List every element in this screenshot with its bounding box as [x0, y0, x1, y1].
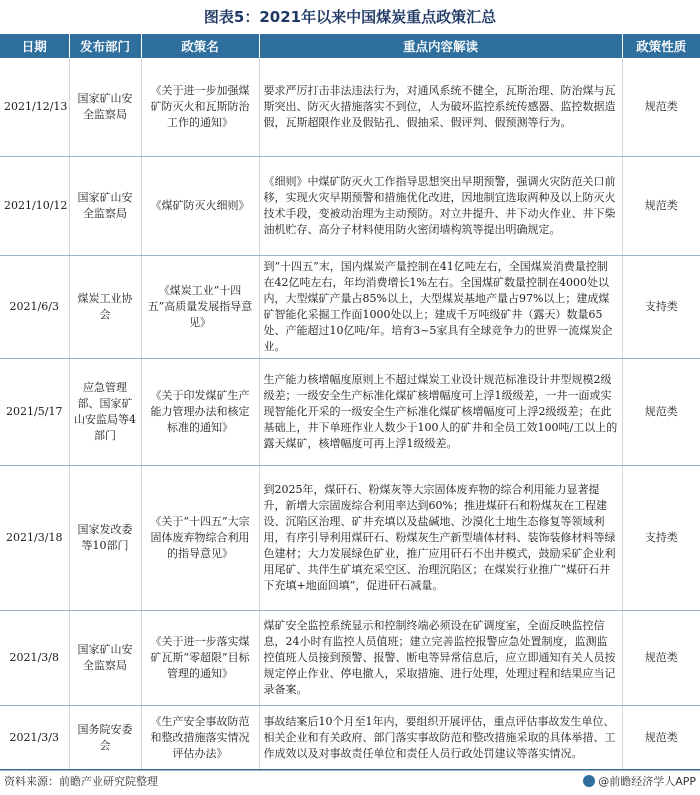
cell-content: 到“十四五”末，国内煤炭产量控制在41亿吨左右，全国煤炭消费量控制在42亿吨左右，年均消费增长1%左右。全国煤矿数量控制在4000处以内，大型煤矿产量占85%以上，大型煤炭基地产量占97%以上；建成煤矿智能化采掘工作面1000处以上；建成千万吨级矿井（露天）数量65处、产能超过10亿吨/年。培育3~5家具有全球竞争力的世界一流煤炭企业。: [259, 256, 622, 359]
cell-date: 2021/10/12: [0, 157, 69, 256]
table-row: [0, 466, 700, 611]
table-row: [0, 256, 700, 359]
source-note: 资料来源：前瞻产业研究院整理: [4, 775, 158, 788]
cell-date: 2021/3/3: [0, 706, 69, 771]
table-row: [0, 611, 700, 706]
cell-content: 生产能力核增幅度原则上不超过煤炭工业设计规范标准设计井型规模2级级差；一级安全生产标准化煤矿核增幅度可上浮1级级差，一井一面或实现智能化开采的一级安全生产标准化煤矿核增幅度可上浮2级级差；在此基础上，井下单班作业人数少于100人的矿井和全员工效100吨/工以上的露天煤矿，核增幅度可再上浮1级级差。: [259, 359, 622, 466]
cell-nature: 规范类: [622, 58, 700, 157]
cell-policy: 《煤炭工业“十四五”高质量发展指导意见》: [141, 256, 259, 359]
cell-content: 《细则》中煤矿防灭火工作指导思想突出早期预警，强调火灾防范关口前移，实现火灾早期预警和措施优化改进，因地制宜选取两种及以上防灭火技术手段，变被动治理为主动预防。对立井提升、井下动火作业、井下柴油机贮存、高分子材料使用防火密闭墙构筑等提出明确规定。: [259, 157, 622, 256]
cell-nature: 支持类: [622, 466, 700, 611]
header-date: 日期: [0, 34, 69, 58]
cell-date: 2021/5/17: [0, 359, 69, 466]
table-header-row: [0, 34, 700, 58]
cell-dept: 国家矿山安全监察局: [69, 157, 141, 256]
cell-policy: 《关于进一步落实煤矿瓦斯“零超限”目标管理的通知》: [141, 611, 259, 706]
footer: [0, 769, 700, 794]
cell-content: 煤矿安全监控系统显示和控制终端必须设在矿调度室，全面反映监控信息，24小时有监控人员值班；建立完善监控报警应急处置制度，监测监控值班人员接到预警、报警、断电等异常信息后，应立即通知有关人员按规定停止作业、停电撤人，采取措施、进行处理，处理过程和结果应当记录备案。: [259, 611, 622, 706]
cell-policy: 《关于印发煤矿生产能力管理办法和核定标准的通知》: [141, 359, 259, 466]
table-row: [0, 157, 700, 256]
cell-policy: 《煤矿防灭火细则》: [141, 157, 259, 256]
cell-policy: 《关于进一步加强煤矿防灭火和瓦斯防治工作的通知》: [141, 58, 259, 157]
cell-content: 事故结案后10个月至1年内，要组织开展评估，重点评估事故发生单位、相关企业和有关政府、部门落实事故防范和整改措施采取的具体举措、工作成效以及对事故责任单位和责任人员行政处罚建议等落实情况。: [259, 706, 622, 771]
cell-nature: 规范类: [622, 611, 700, 706]
cell-nature: 规范类: [622, 359, 700, 466]
qianzhan-logo-icon: [583, 775, 595, 787]
cell-dept: 国家矿山安全监察局: [69, 58, 141, 157]
cell-nature: 规范类: [622, 706, 700, 771]
cell-policy: 《关于“十四五”大宗固体废弃物综合利用的指导意见》: [141, 466, 259, 611]
cell-date: 2021/12/13: [0, 58, 69, 157]
header-dept: 发布部门: [69, 34, 141, 58]
cell-nature: 支持类: [622, 256, 700, 359]
cell-dept: 煤炭工业协会: [69, 256, 141, 359]
cell-dept: 国家发改委等10部门: [69, 466, 141, 611]
table-row: [0, 706, 700, 771]
brand-credit: [583, 770, 696, 794]
cell-date: 2021/3/18: [0, 466, 69, 611]
cell-content: 要求严厉打击非法违法行为，对通风系统不健全，瓦斯治理、防治煤与瓦斯突出、防灭火措施落实不到位，人为破坏监控系统传感器、监控数据造假，瓦斯超限作业及假钻孔、假抽采、假评判、假预测等行为。: [259, 58, 622, 157]
table-row: [0, 58, 700, 157]
cell-date: 2021/3/8: [0, 611, 69, 706]
cell-nature: 规范类: [622, 157, 700, 256]
brand-text: @前瞻经济学人APP: [598, 775, 696, 788]
cell-policy: 《生产安全事故防范和整改措施落实情况评估办法》: [141, 706, 259, 771]
header-policy: 政策名: [141, 34, 259, 58]
table-row: [0, 359, 700, 466]
cell-content: 到2025年，煤矸石、粉煤灰等大宗固体废弃物的综合利用能力显著提升，新增大宗固废综合利用率达到60%；推进煤矸石和粉煤灰在工程建设、沉陷区治理、矿井充填以及盐碱地、沙漠化土地生态修复等领域利用，有序引导利用煤矸石、粉煤灰生产新型墙体材料、装饰装修材料等绿色建材；大力发展绿色矿业，推广应用矸石不出井模式，鼓励采矿企业利用尾矿、共伴生矿填充采空区、治理沉陷区；在煤炭行业推广“煤矸石井下充填+地面回填”，促进矸石减量。: [259, 466, 622, 611]
cell-dept: 国务院安委会: [69, 706, 141, 771]
header-nature: 政策性质: [622, 34, 700, 58]
cell-date: 2021/6/3: [0, 256, 69, 359]
policy-table: [0, 34, 700, 771]
chart-title: 图表5：2021年以来中国煤炭重点政策汇总: [203, 8, 497, 26]
header-content: 重点内容解读: [259, 34, 622, 58]
cell-dept: 国家矿山安全监察局: [69, 611, 141, 706]
cell-dept: 应急管理部、国家矿山安监局等4部门: [69, 359, 141, 466]
